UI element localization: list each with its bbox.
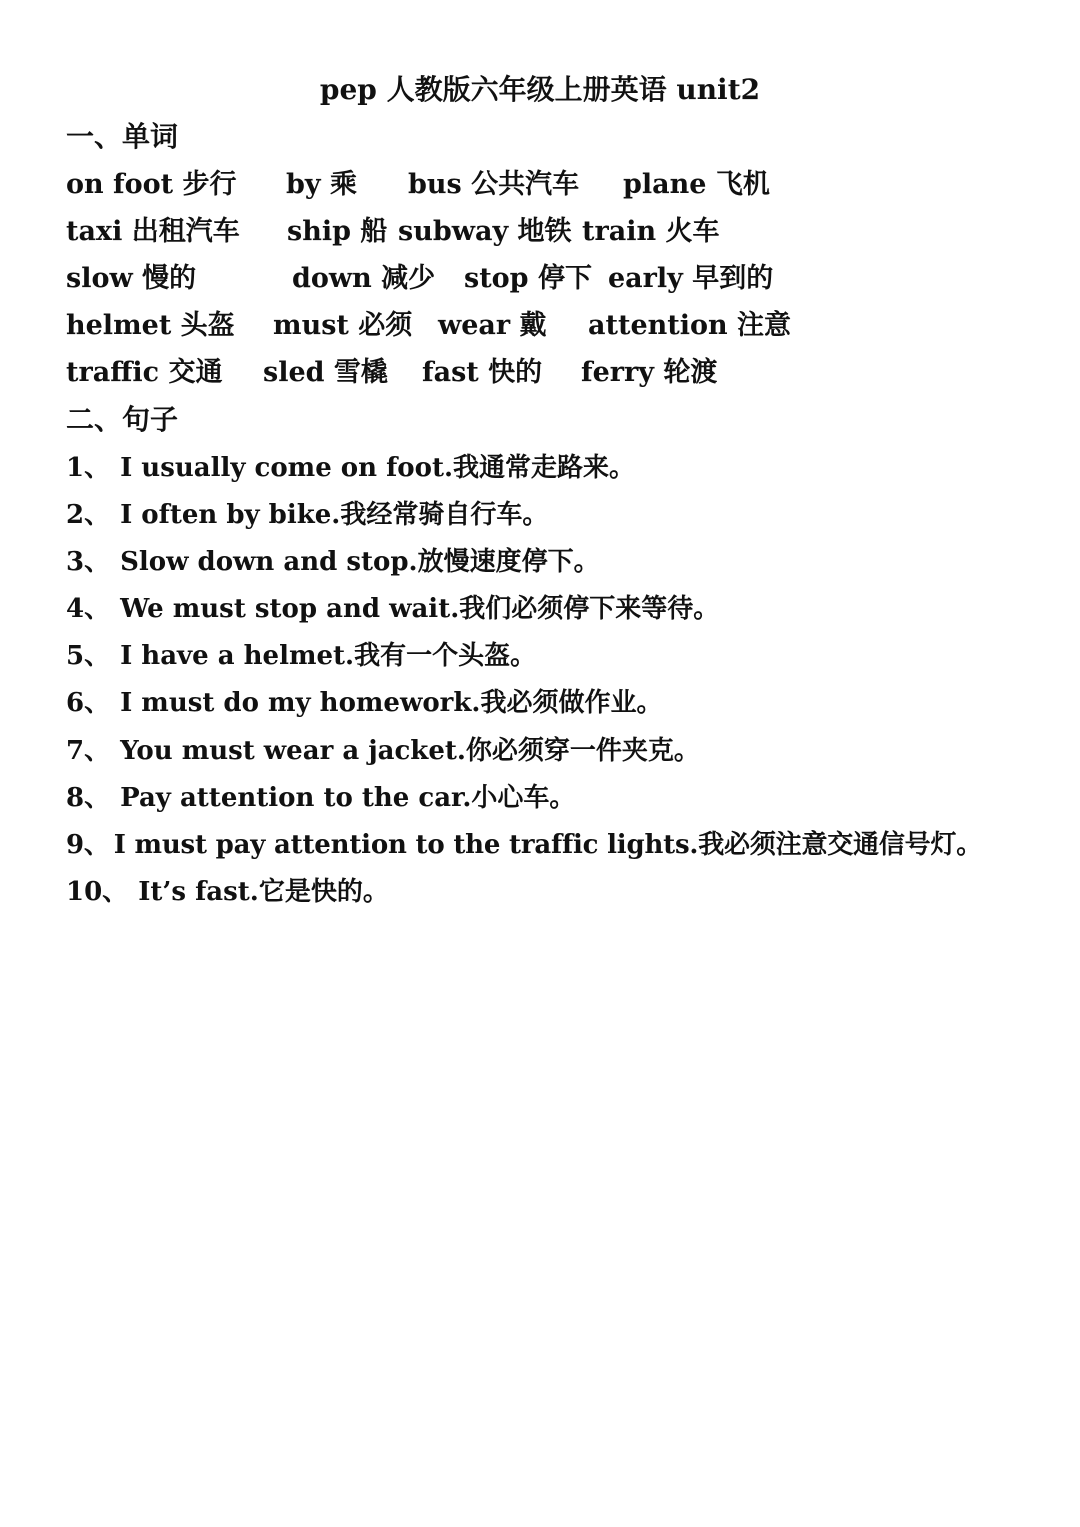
vocab-item: plane 飞机 xyxy=(623,169,770,200)
sentence-number: 3、 xyxy=(66,547,111,577)
vocab-item: taxi 出租汽车 xyxy=(66,216,240,247)
sentence-text: I have a helmet.我有一个头盔。 xyxy=(120,641,537,671)
sentence-text: Slow down and stop.放慢速度停下。 xyxy=(120,547,600,577)
sentence-item xyxy=(66,542,600,582)
section-heading-sentences: 二、句子 xyxy=(66,403,179,436)
vocab-item: on foot 步行 xyxy=(66,169,237,200)
sentence-text: We must stop and wait.我们必须停下来等待。 xyxy=(120,594,720,624)
sentence-item xyxy=(66,495,548,535)
vocab-item: train 火车 xyxy=(582,216,720,247)
vocab-item: sled 雪橇 xyxy=(263,357,388,388)
sentence-item xyxy=(66,589,719,629)
vocab-row xyxy=(66,212,1026,252)
vocab-item: ferry 轮渡 xyxy=(581,357,718,388)
sentence-number: 4、 xyxy=(66,594,111,624)
sentence-number: 7、 xyxy=(66,736,111,766)
vocab-item: bus 公共汽车 xyxy=(408,169,580,200)
vocab-item: early 早到的 xyxy=(608,263,774,294)
vocab-row xyxy=(66,353,1026,393)
sentence-text: I must do my homework.我必须做作业。 xyxy=(120,688,663,718)
vocab-item: must 必须 xyxy=(273,310,413,341)
sentence-text: I must pay attention to the traffic lights.我必须注意交通信号灯。 xyxy=(113,830,983,860)
sentence-number: 5、 xyxy=(66,641,111,671)
sentence-item xyxy=(66,872,389,912)
sentence-item xyxy=(66,683,662,723)
sentence-item xyxy=(66,825,982,865)
vocab-row xyxy=(66,306,1026,346)
sentence-item xyxy=(66,778,575,818)
sentence-number: 10、 xyxy=(66,877,129,907)
sentence-text: It’s fast.它是快的。 xyxy=(138,877,389,907)
vocab-item: fast 快的 xyxy=(422,357,543,388)
sentence-number: 9、 xyxy=(66,830,110,860)
page-title: pep 人教版六年级上册英语 unit2 xyxy=(319,73,761,106)
vocab-item: by 乘 xyxy=(286,169,357,200)
sentence-text: I often by bike.我经常骑自行车。 xyxy=(120,500,549,530)
section-heading-vocabulary: 一、单词 xyxy=(66,120,179,153)
vocab-item: helmet 头盔 xyxy=(66,310,235,341)
sentence-number: 6、 xyxy=(66,688,111,718)
vocab-item: stop 停下 xyxy=(464,263,592,294)
vocab-row xyxy=(66,165,1026,205)
vocab-row xyxy=(66,259,1026,299)
vocab-item: slow 慢的 xyxy=(66,263,197,294)
sentence-text: I usually come on foot.我通常走路来。 xyxy=(120,453,636,483)
sentence-text: Pay attention to the car.小心车。 xyxy=(120,783,576,813)
sentence-number: 1、 xyxy=(66,453,111,483)
vocab-item: wear 戴 xyxy=(438,310,547,341)
sentence-item xyxy=(66,636,536,676)
sentence-number: 8、 xyxy=(66,783,111,813)
sentence-text: You must wear a jacket.你必须穿一件夹克。 xyxy=(120,736,700,766)
sentence-item xyxy=(66,448,635,488)
sentence-number: 2、 xyxy=(66,500,111,530)
vocab-item: attention 注意 xyxy=(588,310,792,341)
sentence-item xyxy=(66,731,700,771)
vocab-item: traffic 交通 xyxy=(66,357,223,388)
vocab-item: ship 船 xyxy=(287,216,388,247)
vocab-item: down 减少 xyxy=(292,263,436,294)
vocab-item: subway 地铁 xyxy=(398,216,572,247)
